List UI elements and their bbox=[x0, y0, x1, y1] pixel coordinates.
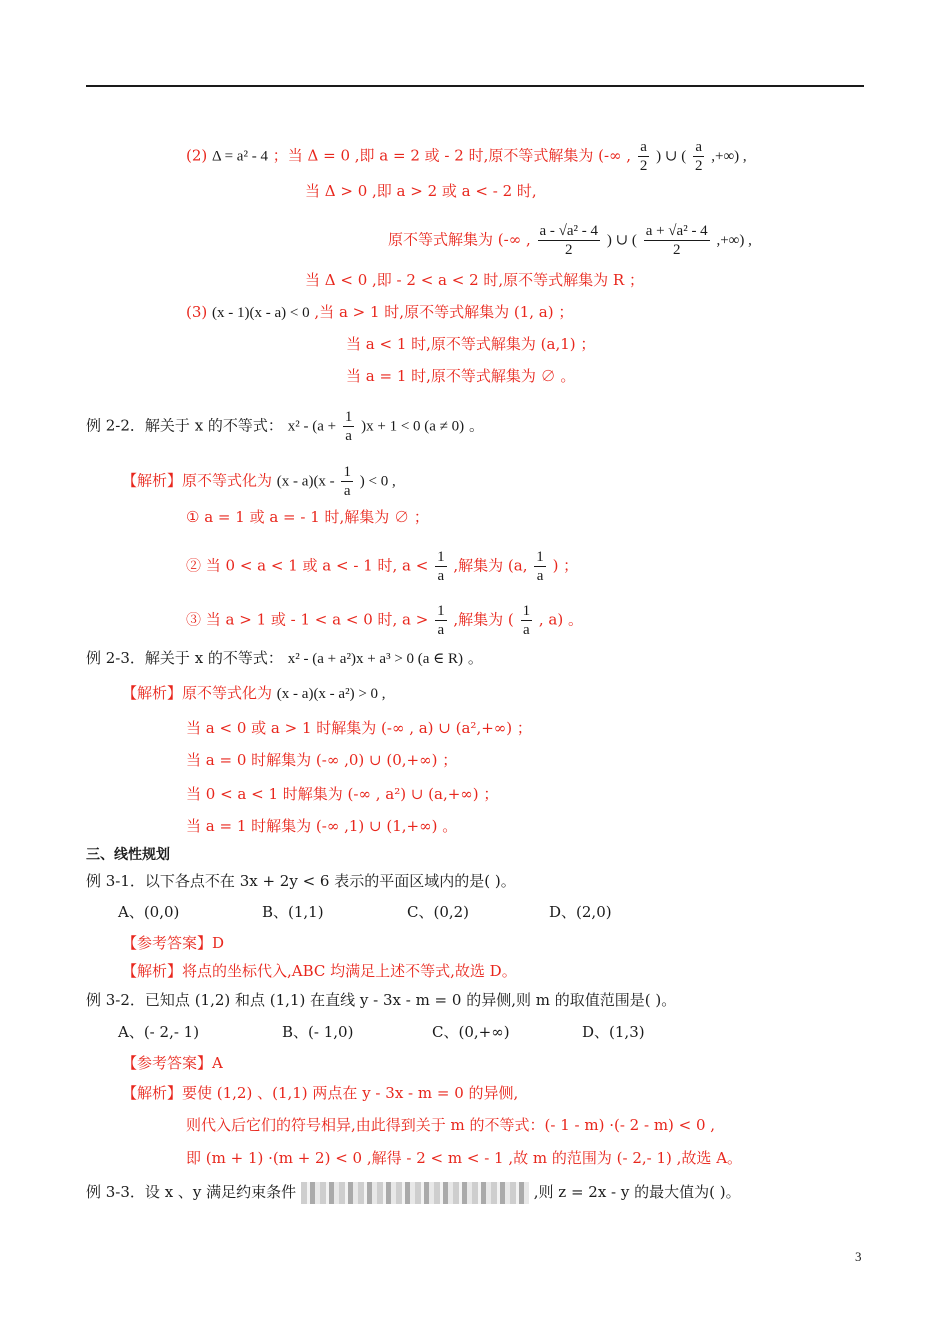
fraction: $\frac{1}{a}$ bbox=[437, 603, 445, 638]
example-3-2: 例 3-2．已知点 (1,2) 和点 (1,1) 在直线 y - 3x - m = 0 的异侧,则 m 的取值范围是( )。 bbox=[86, 991, 677, 1009]
fraction: $\frac{1}{a}$ bbox=[536, 549, 544, 584]
example-2-2-case-2: ② 当 0 < a < 1 或 a < - 1 时, a < $\frac{1}{a}$ ,解集为 (a, $\frac{1}{a}$ ) ； bbox=[186, 549, 579, 584]
header-rule bbox=[86, 85, 864, 87]
example-3-3: 例 3-3．设 x 、y 满足约束条件 ,则 z = 2x - y 的最大值为( )。 bbox=[86, 1182, 741, 1204]
example-3-2-option-a: A、(- 2,- 1) bbox=[118, 1023, 200, 1041]
constraint-system-image bbox=[301, 1182, 529, 1204]
fraction: $\frac{1}{a}$ bbox=[522, 603, 531, 638]
example-3-2-answer: 【参考答案】A bbox=[122, 1054, 223, 1072]
example-2-2-case-3: ③ 当 a > 1 或 - 1 < a < 0 时, a > $\frac{1}{a}$ ,解集为 ( $\frac{1}{a}$ , a) 。 bbox=[186, 603, 583, 638]
example-3-2-solution-2: 则代入后它们的符号相异,由此得到关于 m 的不等式：(- 1 - m) ·(- 2 - m) < 0 , bbox=[186, 1116, 716, 1134]
example-2-3: 例 2-3．解关于 x 的不等式： x² - (a + a²)x + a³ > 0 (a ∈ R) 。 bbox=[86, 649, 483, 667]
example-3-1-answer: 【参考答案】D bbox=[122, 934, 225, 952]
section-heading: 三、线性规划 bbox=[86, 847, 170, 863]
fraction: $\frac{\text{a - √a² - 4}}{2}$ bbox=[539, 223, 599, 258]
example-2-3-solution: 【解析】原不等式化为 (x - a)(x - a²) > 0 , bbox=[122, 684, 386, 702]
example-2-3-case-4: 当 a = 1 时解集为 (-∞ ,1) ∪ (1,+∞) 。 bbox=[186, 817, 458, 835]
example-3-1-option-b: B、(1,1) bbox=[262, 903, 324, 921]
case-2-line: (2) Δ = a² - 4 ；当 Δ = 0 ,即 a = 2 或 - 2 时,原不等式解集为 (-∞ , $\frac{a}{2}$ ) ∪ ( $\frac{a}{2}$ ,+∞) , bbox=[186, 139, 747, 174]
example-2-2: 例 2-2．解关于 x 的不等式： x² - (a + $\frac{1}{a}$ )x + 1 < 0 (a ≠ 0) 。 bbox=[86, 409, 484, 444]
example-2-2-case-1: ① a = 1 或 a = - 1 时,解集为 ∅ ； bbox=[186, 508, 429, 526]
page-number: 3 bbox=[855, 1249, 862, 1264]
fraction: $\frac{1}{a}$ bbox=[437, 549, 445, 584]
example-3-2-solution-3: 即 (m + 1) ·(m + 2) < 0 ,解得 - 2 < m < - 1 ,故 m 的范围为 (- 2,- 1) ,故选 A。 bbox=[186, 1149, 743, 1167]
example-2-2-solution: 【解析】原不等式化为 (x - a)(x - $\frac{1}{a}$ ) < 0 , bbox=[122, 464, 396, 499]
example-3-1-option-a: A、(0,0) bbox=[118, 903, 180, 921]
case-3-line: (3) (x - 1)(x - a) < 0 ,当 a > 1 时,原不等式解集为 (1, a) ； bbox=[186, 303, 574, 321]
case-2-delta-negative: 当 Δ < 0 ,即 - 2 < a < 2 时,原不等式解集为 R ； bbox=[305, 271, 644, 289]
case-2-delta-positive: 当 Δ > 0 ,即 a > 2 或 a < - 2 时, bbox=[305, 182, 537, 200]
example-3-2-solution-1: 【解析】要使 (1,2) 、(1,1) 两点在 y - 3x - m = 0 的异侧, bbox=[122, 1084, 519, 1102]
example-2-3-case-1: 当 a < 0 或 a > 1 时解集为 (-∞ , a) ∪ (a²,+∞) ； bbox=[186, 719, 532, 737]
example-2-3-case-3: 当 0 < a < 1 时解集为 (-∞ , a²) ∪ (a,+∞) ； bbox=[186, 785, 499, 803]
case-2-solution-line: 原不等式解集为 (-∞ , $\frac{\text{a - √a² - 4}}{2}$ ) ∪ ( $\frac{\text{a + √a² - 4}}{2}$ ,+∞) , bbox=[388, 223, 752, 258]
case-3-a-less-1: 当 a < 1 时,原不等式解集为 (a,1) ； bbox=[346, 335, 596, 353]
example-2-3-case-2: 当 a = 0 时解集为 (-∞ ,0) ∪ (0,+∞) ； bbox=[186, 751, 458, 769]
example-3-1-option-d: D、(2,0) bbox=[549, 903, 612, 921]
example-3-1: 例 3-1．以下各点不在 3x + 2y < 6 表示的平面区域内的是( )。 bbox=[86, 872, 516, 890]
example-3-1-solution: 【解析】将点的坐标代入,ABC 均满足上述不等式,故选 D。 bbox=[122, 962, 517, 980]
fraction: $\frac{a}{2}$ bbox=[639, 139, 648, 174]
fraction: $\frac{1}{a}$ bbox=[344, 409, 353, 444]
case-3-a-equal-1: 当 a = 1 时,原不等式解集为 ∅ 。 bbox=[346, 367, 576, 385]
fraction: $\frac{\text{a + √a² - 4}}{2}$ bbox=[645, 223, 708, 258]
example-3-2-option-c: C、(0,+∞) bbox=[432, 1023, 510, 1041]
fraction: $\frac{a}{2}$ bbox=[694, 139, 703, 174]
example-3-2-option-b: B、(- 1,0) bbox=[282, 1023, 354, 1041]
example-3-1-option-c: C、(0,2) bbox=[407, 903, 470, 921]
fraction: $\frac{1}{a}$ bbox=[343, 464, 351, 499]
example-3-2-option-d: D、(1,3) bbox=[582, 1023, 645, 1041]
